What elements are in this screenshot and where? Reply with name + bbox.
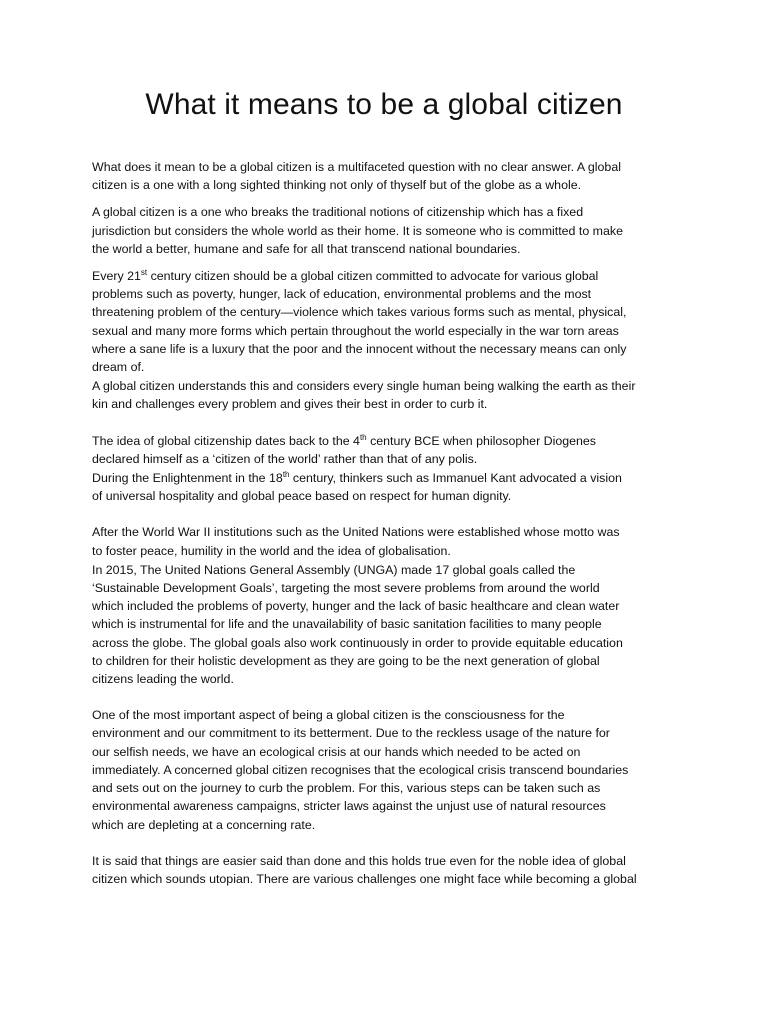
text-line: threatening problem of the century—violence which takes various forms such as mental, physical, [92,305,627,320]
text-line: citizen which sounds utopian. There are various challenges one might face while becoming a global [92,871,637,886]
paragraph-definition [92,203,668,258]
text-line: citizens leading the world. [92,672,234,687]
paragraph-21st-century [92,267,668,376]
text-line: What does it mean to be a global citizen is a multifaceted question with no clear answer. A global [92,160,621,174]
paragraph-united-nations [92,523,668,559]
text-line: The idea of global citizenship dates back to the 4th century BCE when philosopher Diogenes [92,432,596,448]
text-line: and sets out on the journey to curb the problem. For this, various steps can be taken such as [92,781,601,796]
text-line: across the globe. The global goals also work continuously in order to provide equitable education [92,635,623,650]
text-line: the world a better, humane and safe for all that transcend national boundaries. [92,241,521,256]
text-line: It is said that things are easier said than done and this holds true even for the noble idea of global [92,853,626,868]
text-line: Every 21st century citizen should be a global citizen committed to advocate for various global [92,267,599,284]
text-line: ‘Sustainable Development Goals’, targeting the most severe problems from around the world [92,581,600,596]
text-line: In 2015, The United Nations General Assembly (UNGA) made 17 global goals called the [92,562,576,577]
paragraph-environment [92,706,668,833]
text-line: citizen is a one with a long sighted thinking not only of thyself but of the globe as a whole. [92,178,582,193]
ordinal-superscript: th [282,469,290,479]
text-line: A global citizen is a one who breaks the traditional notions of citizenship which has a fixed [92,205,584,220]
ordinal-superscript: st [140,267,148,277]
text-line: to children for their holistic development as they are going to be the next generation of global [92,653,600,668]
paragraph-intro [92,158,668,194]
text-line: dream of. [92,360,145,375]
ordinal-superscript: th [359,432,367,442]
paragraph-diogenes [92,432,668,468]
paragraph-enlightenment [92,469,668,505]
text-line: jurisdiction but considers the whole world as their home. It is someone who is committed to make [92,223,623,238]
text-line: After the World War II institutions such as the United Nations were established whose motto was [92,525,620,540]
text-line: immediately. A concerned global citizen recognises that the ecological crisis transcend boundaries [92,762,629,777]
text-line: of universal hospitality and global peace based on respect for human dignity. [92,489,512,504]
document-body [92,158,668,888]
text-line: to foster peace, humility in the world and the idea of globalisation. [92,543,451,558]
text-line: environment and our commitment to its betterment. Due to the reckless usage of the nature for [92,726,610,741]
paragraph-understanding [92,377,668,413]
text-line: which included the problems of poverty, hunger and the lack of basic healthcare and clean water [92,599,620,614]
text-line: environmental awareness campaigns, stricter laws against the unjust use of natural resources [92,799,606,814]
paragraph-sdg [92,561,668,688]
text-line: our selfish needs, we have an ecological crisis at our hands which needed to be acted on [92,744,581,759]
text-line: declared himself as a ‘citizen of the world’ rather than that of any polis. [92,451,478,466]
page-title: What it means to be a global citizen [145,88,623,121]
paragraph-challenges [92,852,668,888]
text-line: sexual and many more forms which pertain throughout the world especially in the war torn areas [92,323,619,338]
text-line: A global citizen understands this and considers every single human being walking the earth as their [92,379,636,394]
text-line: which are depleting at a concerning rate. [92,817,316,832]
text-line: During the Enlightenment in the 18th century, thinkers such as Immanuel Kant advocated a vision [92,469,622,486]
text-line: kin and challenges every problem and gives their best in order to curb it. [92,397,488,412]
text-line: One of the most important aspect of being a global citizen is the consciousness for the [92,708,565,723]
text-line: where a sane life is a luxury that the poor and the innocent without the necessary means can only [92,341,627,356]
text-line: which is instrumental for life and the unavailability of basic sanitation facilities to many people [92,617,602,632]
text-line: problems such as poverty, hunger, lack of education, environmental problems and the most [92,287,592,302]
